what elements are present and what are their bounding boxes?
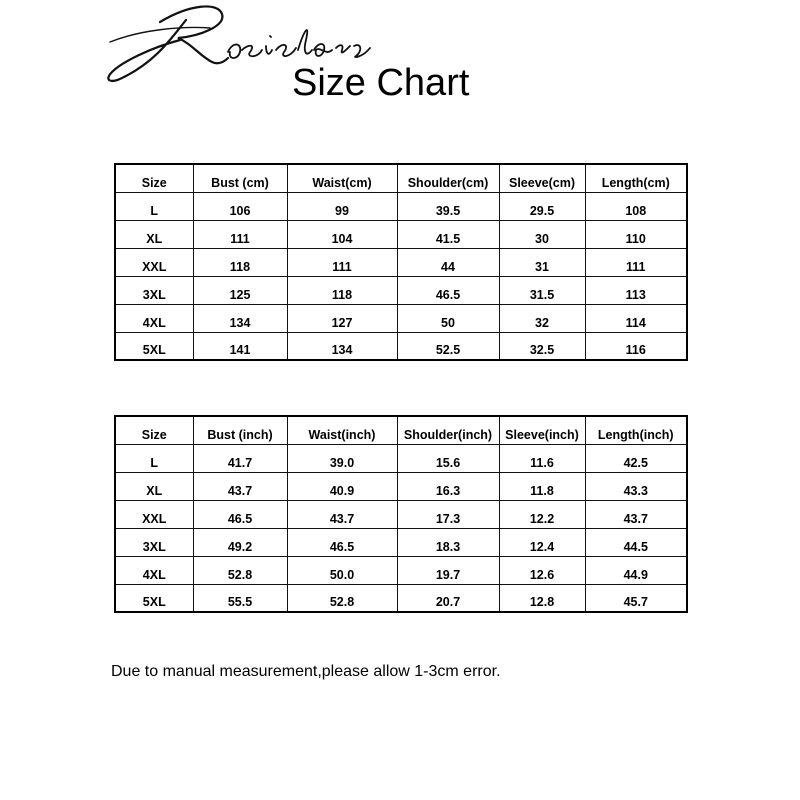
measurement-cell: 125: [193, 276, 287, 304]
measurement-cell: 44.9: [585, 556, 687, 584]
measurement-cell: 31.5: [499, 276, 585, 304]
table-row: [115, 444, 687, 472]
measurement-cell: 52.8: [287, 584, 397, 612]
measurement-cell: 50.0: [287, 556, 397, 584]
column-header: Size: [115, 416, 193, 444]
measurement-cell: 52.8: [193, 556, 287, 584]
measurement-cell: 30: [499, 220, 585, 248]
measurement-cell: 114: [585, 304, 687, 332]
size-cell: L: [115, 444, 193, 472]
table-row: [115, 472, 687, 500]
measurement-cell: 45.7: [585, 584, 687, 612]
measurement-cell: 52.5: [397, 332, 499, 360]
size-cell: 4XL: [115, 556, 193, 584]
measurement-cell: 43.7: [585, 500, 687, 528]
measurement-cell: 141: [193, 332, 287, 360]
column-header: Length(inch): [585, 416, 687, 444]
measurement-cell: 111: [193, 220, 287, 248]
column-header: Sleeve(cm): [499, 164, 585, 192]
measurement-cell: 19.7: [397, 556, 499, 584]
measurement-cell: 118: [287, 276, 397, 304]
measurement-note: Due to manual measurement,please allow 1-3cm error.: [111, 663, 501, 680]
measurement-cell: 110: [585, 220, 687, 248]
measurement-cell: 111: [287, 248, 397, 276]
measurement-cell: 104: [287, 220, 397, 248]
measurement-cell: 43.7: [287, 500, 397, 528]
size-cell: 5XL: [115, 584, 193, 612]
measurement-cell: 17.3: [397, 500, 499, 528]
column-header: Shoulder(inch): [397, 416, 499, 444]
measurement-cell: 12.8: [499, 584, 585, 612]
measurement-cell: 20.7: [397, 584, 499, 612]
measurement-cell: 46.5: [397, 276, 499, 304]
table-row: [115, 584, 687, 612]
measurement-cell: 46.5: [287, 528, 397, 556]
measurement-cell: 39.5: [397, 192, 499, 220]
page-title: Size Chart: [292, 62, 470, 104]
measurement-cell: 31: [499, 248, 585, 276]
column-header: Bust (cm): [193, 164, 287, 192]
column-header: Waist(cm): [287, 164, 397, 192]
measurement-cell: 116: [585, 332, 687, 360]
measurement-cell: 11.8: [499, 472, 585, 500]
size-table-inch: [114, 415, 688, 613]
measurement-cell: 15.6: [397, 444, 499, 472]
size-cell: XXL: [115, 500, 193, 528]
table-row: [115, 248, 687, 276]
table-header-row: [115, 416, 687, 444]
measurement-cell: 55.5: [193, 584, 287, 612]
size-cell: L: [115, 192, 193, 220]
column-header: Waist(inch): [287, 416, 397, 444]
measurement-cell: 43.3: [585, 472, 687, 500]
measurement-cell: 40.9: [287, 472, 397, 500]
size-cell: 5XL: [115, 332, 193, 360]
measurement-cell: 134: [193, 304, 287, 332]
measurement-cell: 118: [193, 248, 287, 276]
measurement-cell: 134: [287, 332, 397, 360]
measurement-cell: 16.3: [397, 472, 499, 500]
measurement-cell: 29.5: [499, 192, 585, 220]
size-cell: XXL: [115, 248, 193, 276]
table-row: [115, 500, 687, 528]
measurement-cell: 44.5: [585, 528, 687, 556]
column-header: Sleeve(inch): [499, 416, 585, 444]
table-header-row: [115, 164, 687, 192]
measurement-cell: 49.2: [193, 528, 287, 556]
column-header: Shoulder(cm): [397, 164, 499, 192]
measurement-cell: 11.6: [499, 444, 585, 472]
measurement-cell: 99: [287, 192, 397, 220]
size-cell: 3XL: [115, 276, 193, 304]
size-cell: 3XL: [115, 528, 193, 556]
measurement-cell: 41.7: [193, 444, 287, 472]
measurement-cell: 41.5: [397, 220, 499, 248]
size-cell: XL: [115, 220, 193, 248]
size-cell: XL: [115, 472, 193, 500]
measurement-cell: 43.7: [193, 472, 287, 500]
table-row: [115, 528, 687, 556]
measurement-cell: 12.2: [499, 500, 585, 528]
measurement-cell: 50: [397, 304, 499, 332]
size-cell: 4XL: [115, 304, 193, 332]
measurement-cell: 127: [287, 304, 397, 332]
measurement-cell: 111: [585, 248, 687, 276]
measurement-cell: 12.4: [499, 528, 585, 556]
measurement-cell: 108: [585, 192, 687, 220]
table-row: [115, 276, 687, 304]
column-header: Size: [115, 164, 193, 192]
table-row: [115, 220, 687, 248]
measurement-cell: 32: [499, 304, 585, 332]
table-row: [115, 556, 687, 584]
measurement-cell: 42.5: [585, 444, 687, 472]
measurement-cell: 46.5: [193, 500, 287, 528]
table-row: [115, 332, 687, 360]
measurement-cell: 12.6: [499, 556, 585, 584]
size-table-cm: [114, 163, 688, 361]
measurement-cell: 18.3: [397, 528, 499, 556]
table-row: [115, 192, 687, 220]
measurement-cell: 44: [397, 248, 499, 276]
measurement-cell: 106: [193, 192, 287, 220]
measurement-cell: 32.5: [499, 332, 585, 360]
column-header: Length(cm): [585, 164, 687, 192]
column-header: Bust (inch): [193, 416, 287, 444]
measurement-cell: 113: [585, 276, 687, 304]
measurement-cell: 39.0: [287, 444, 397, 472]
table-row: [115, 304, 687, 332]
